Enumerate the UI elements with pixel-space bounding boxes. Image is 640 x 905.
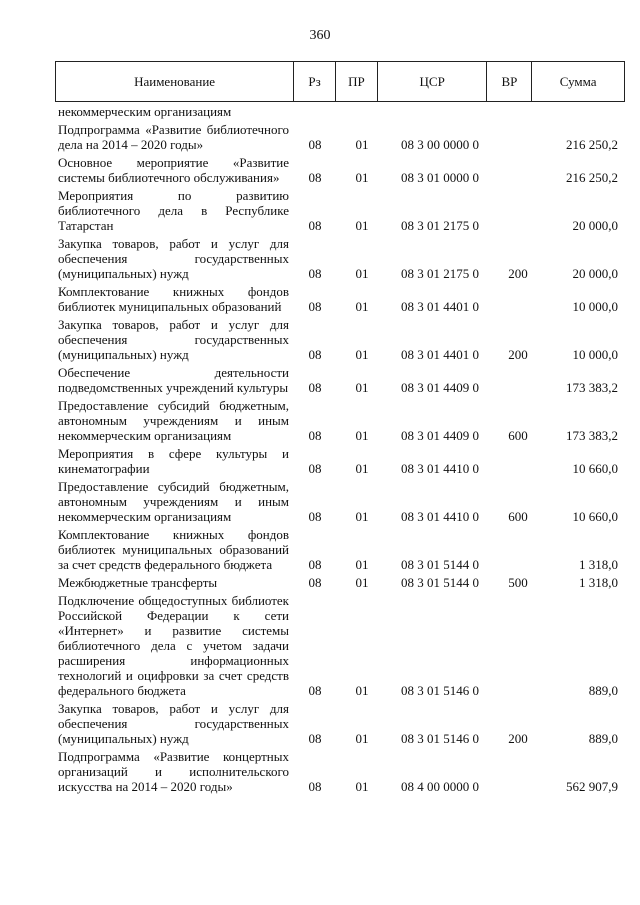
cell-name: Предоставление субсидий бюджетным, автономным учреждениям и иным некоммерческим организациям <box>58 398 289 443</box>
header-sum: Сумма <box>559 73 597 89</box>
cell-sum: 216 250,2 <box>566 137 618 152</box>
cell-csr: 08 3 01 4401 0 <box>401 299 479 314</box>
cell-vr: 500 <box>508 575 528 590</box>
table-row <box>58 284 618 314</box>
cell-name: Обеспечение деятельности подведомственных учреждений культуры <box>58 365 289 395</box>
cell-csr: 08 4 00 0000 0 <box>401 779 479 794</box>
cell-name: Комплектование книжных фондов библиотек муниципальных образований за счет средств федерального бюджета <box>58 527 289 572</box>
cell-csr: 08 3 01 5144 0 <box>401 575 479 590</box>
header-csr: ЦСР <box>378 62 488 101</box>
cell-sum: 20 000,0 <box>572 266 618 281</box>
cell-csr: 08 3 01 4410 0 <box>401 509 479 524</box>
cell-vr: 200 <box>508 266 528 281</box>
cell-rz: 08 <box>308 575 322 590</box>
cell-sum: 173 383,2 <box>566 380 618 395</box>
cell-csr: 08 3 01 5146 0 <box>401 683 479 698</box>
cell-csr: 08 3 01 4409 0 <box>401 428 479 443</box>
cell-name: Подпрограмма «Развитие концертных организаций и исполнительского искусства на 2014 – 2020 годы» <box>58 749 289 794</box>
cell-name: некоммерческим организациям <box>58 104 232 119</box>
cell-pr: 01 <box>355 428 369 443</box>
cell-rz: 08 <box>308 299 322 314</box>
cell-csr: 08 3 01 2175 0 <box>401 218 479 233</box>
cell-sum: 173 383,2 <box>566 428 618 443</box>
header-name: Наименование <box>56 62 294 101</box>
table-row <box>58 593 618 698</box>
header-pr: ПР <box>336 62 378 101</box>
cell-rz: 08 <box>308 170 322 185</box>
cell-csr: 08 3 01 4409 0 <box>401 380 479 395</box>
table-row <box>58 446 618 476</box>
cell-pr: 01 <box>355 509 369 524</box>
table-row <box>58 236 618 281</box>
cell-name: Комплектование книжных фондов библиотек муниципальных образований <box>58 284 289 314</box>
cell-pr: 01 <box>355 779 369 794</box>
header-rz: Рз <box>294 62 336 101</box>
table-header <box>55 61 625 102</box>
table-row <box>58 317 618 362</box>
cell-csr: 08 3 01 0000 0 <box>401 170 479 185</box>
cell-csr: 08 3 01 5144 0 <box>401 557 479 572</box>
cell-sum: 20 000,0 <box>572 218 618 233</box>
cell-rz: 08 <box>308 137 322 152</box>
cell-rz: 08 <box>308 779 322 794</box>
cell-rz: 08 <box>308 380 322 395</box>
cell-sum: 889,0 <box>588 683 618 698</box>
cell-pr: 01 <box>355 731 369 746</box>
table-row <box>58 122 618 152</box>
cell-name: Мероприятия по развитию библиотечного дела в Республике Татарстан <box>58 188 289 233</box>
table-body <box>58 104 618 797</box>
cell-csr: 08 3 01 5146 0 <box>401 731 479 746</box>
cell-pr: 01 <box>355 461 369 476</box>
cell-rz: 08 <box>308 218 322 233</box>
cell-vr: 600 <box>508 428 528 443</box>
table-row <box>58 155 618 185</box>
table-row <box>58 104 618 119</box>
cell-pr: 01 <box>355 683 369 698</box>
cell-rz: 08 <box>308 509 322 524</box>
cell-pr: 01 <box>355 137 369 152</box>
cell-sum: 10 660,0 <box>572 509 618 524</box>
cell-name: Мероприятия в сфере культуры и кинематографии <box>58 446 289 476</box>
table-row <box>58 575 618 590</box>
cell-pr: 01 <box>355 380 369 395</box>
cell-sum: 889,0 <box>588 731 618 746</box>
cell-sum: 216 250,2 <box>566 170 618 185</box>
cell-pr: 01 <box>355 557 369 572</box>
cell-name: Закупка товаров, работ и услуг для обеспечения государственных (муниципальных) нужд <box>58 236 289 281</box>
cell-pr: 01 <box>355 347 369 362</box>
cell-csr: 08 3 01 4410 0 <box>401 461 479 476</box>
cell-name: Основное мероприятие «Развитие системы библиотечного обслуживания» <box>58 155 289 185</box>
table-row <box>58 365 618 395</box>
cell-sum: 1 318,0 <box>579 575 618 590</box>
cell-csr: 08 3 01 2175 0 <box>401 266 479 281</box>
cell-vr: 200 <box>508 731 528 746</box>
cell-pr: 01 <box>355 575 369 590</box>
cell-vr: 600 <box>508 509 528 524</box>
cell-rz: 08 <box>308 266 322 281</box>
cell-sum: 10 660,0 <box>572 461 618 476</box>
cell-sum: 10 000,0 <box>572 299 618 314</box>
cell-pr: 01 <box>355 266 369 281</box>
table-row <box>58 188 618 233</box>
cell-rz: 08 <box>308 683 322 698</box>
table-row <box>58 527 618 572</box>
cell-rz: 08 <box>308 347 322 362</box>
table-row <box>58 749 618 794</box>
cell-name: Закупка товаров, работ и услуг для обеспечения государственных (муниципальных) нужд <box>58 701 289 746</box>
cell-name: Предоставление субсидий бюджетным, автономным учреждениям и иным некоммерческим организациям <box>58 479 289 524</box>
cell-rz: 08 <box>308 428 322 443</box>
cell-csr: 08 3 01 4401 0 <box>401 347 479 362</box>
cell-sum: 562 907,9 <box>566 779 618 794</box>
cell-pr: 01 <box>355 299 369 314</box>
header-vr: ВР <box>487 62 532 101</box>
table-row <box>58 398 618 443</box>
cell-rz: 08 <box>308 557 322 572</box>
cell-rz: 08 <box>308 461 322 476</box>
table-row <box>58 701 618 746</box>
cell-pr: 01 <box>355 170 369 185</box>
page-number: 360 <box>309 28 331 43</box>
cell-name: Подпрограмма «Развитие библиотечного дела на 2014 – 2020 годы» <box>58 122 289 152</box>
cell-csr: 08 3 00 0000 0 <box>401 137 479 152</box>
cell-name: Межбюджетные трансферты <box>58 575 218 590</box>
cell-rz: 08 <box>308 731 322 746</box>
cell-sum: 1 318,0 <box>579 557 618 572</box>
table-row <box>58 479 618 524</box>
cell-name: Подключение общедоступных библиотек Российской Федерации к сети «Интернет» и развитие системы библиотечного дела с учетом задачи расширения информационных технологий и оцифровки за счет средств федерального бюджета <box>58 593 289 698</box>
cell-sum: 10 000,0 <box>572 347 618 362</box>
cell-name: Закупка товаров, работ и услуг для обеспечения государственных (муниципальных) нужд <box>58 317 289 362</box>
cell-pr: 01 <box>355 218 369 233</box>
cell-vr: 200 <box>508 347 528 362</box>
